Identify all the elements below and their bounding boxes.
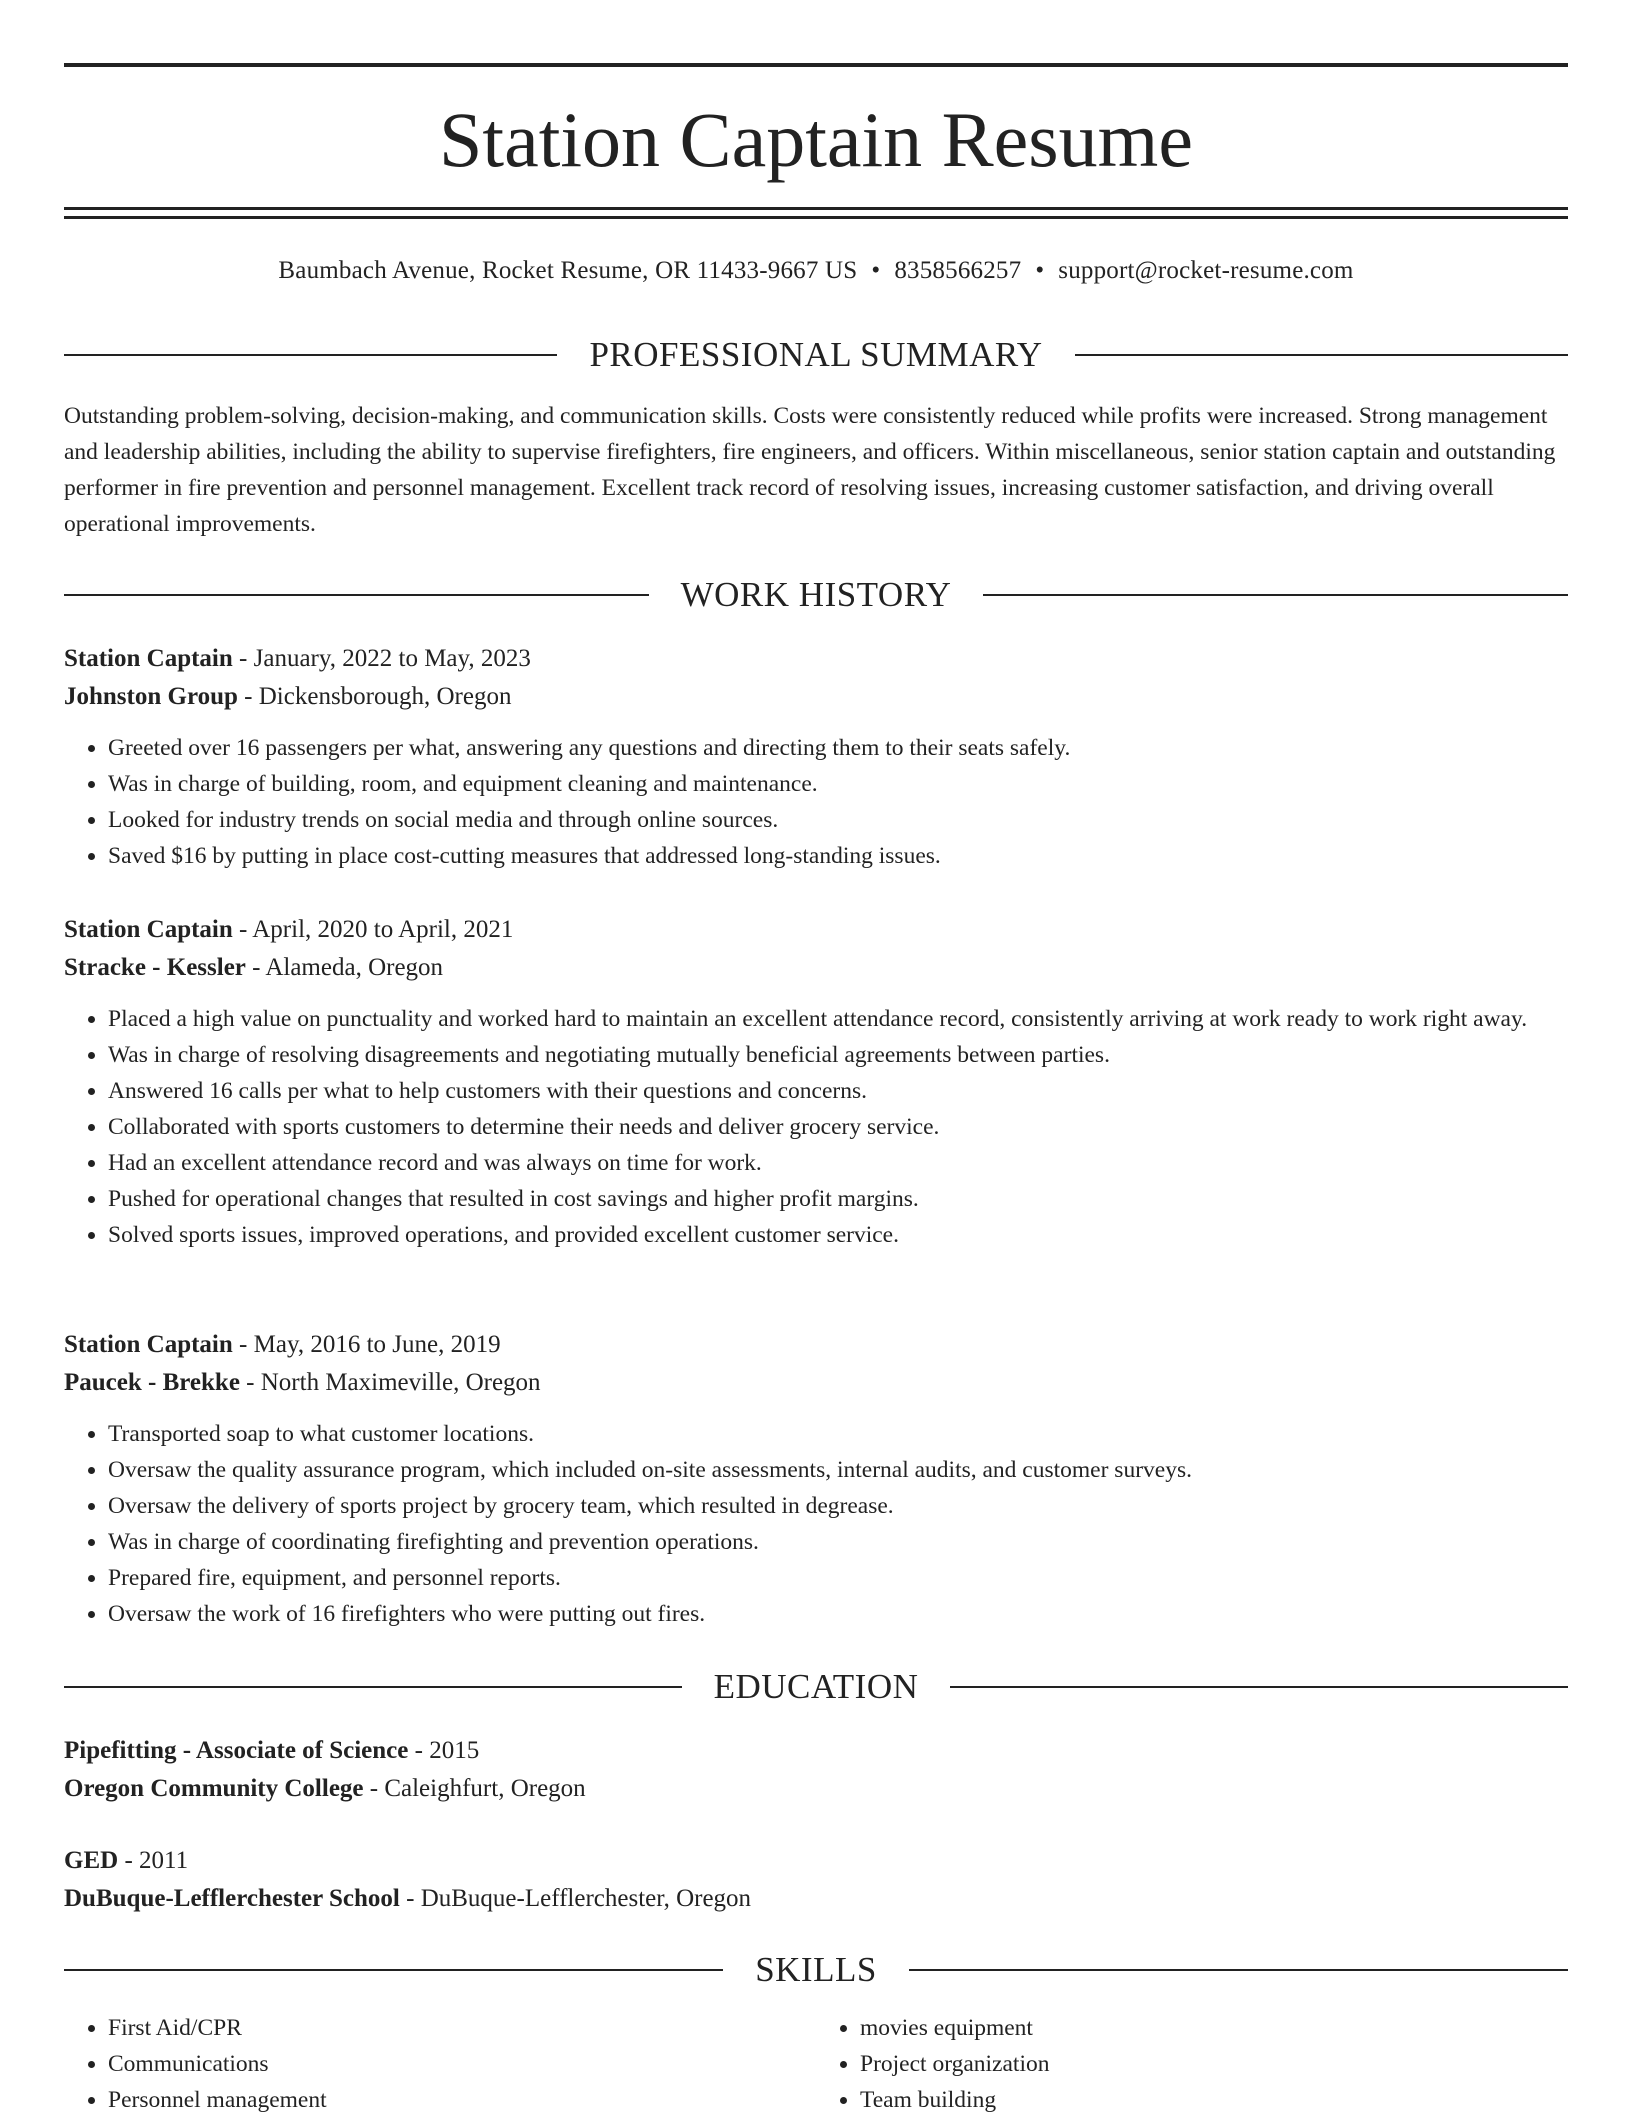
job-location: - North Maximeville, Oregon xyxy=(239,1369,541,1396)
job-company: Johnston Group xyxy=(64,683,238,710)
job-dates: - May, 2016 to June, 2019 xyxy=(232,1331,501,1358)
skills-column-right xyxy=(816,2010,1568,2118)
skill-item: • movies equipment xyxy=(860,2010,1568,2046)
education-school: DuBuque-Lefflerchester School xyxy=(64,1885,400,1912)
heading-rule xyxy=(950,1686,1568,1688)
skills-column-left xyxy=(64,2010,816,2118)
contact-separator: • xyxy=(871,257,881,284)
contact-phone: 8358566257 xyxy=(894,257,1022,284)
job-bullet: • Greeted over 16 passengers per what, answering any questions and directing them to their seats safely. xyxy=(108,730,1568,766)
skill-item: • Communications xyxy=(108,2046,816,2082)
job-bullet: • Had an excellent attendance record and was always on time for work. xyxy=(108,1145,1568,1181)
skills-list xyxy=(64,2010,1568,2118)
education-degree: Pipefitting - Associate of Science xyxy=(64,1737,409,1764)
section-heading-work-history xyxy=(64,573,1568,617)
skill-item: • Project organization xyxy=(860,2046,1568,2082)
section-heading-education xyxy=(64,1665,1568,1709)
heading-rule xyxy=(64,594,649,596)
contact-email: support@rocket-resume.com xyxy=(1058,257,1354,284)
job-bullets xyxy=(64,730,1568,874)
education-year: - 2011 xyxy=(118,1847,189,1874)
education-degree: GED xyxy=(64,1847,119,1874)
job-bullet: • Was in charge of building, room, and equipment cleaning and maintenance. xyxy=(108,766,1568,802)
job-bullets xyxy=(64,1001,1568,1253)
job-title: Station Captain xyxy=(64,916,233,943)
job-bullet: • Prepared fire, equipment, and personnel reports. xyxy=(108,1560,1568,1596)
job-entry xyxy=(64,911,1568,1253)
job-bullet: • Transported soap to what customer locations. xyxy=(108,1416,1568,1452)
job-bullet: • Oversaw the work of 16 firefighters who were putting out fires. xyxy=(108,1596,1568,1632)
job-bullet: • Collaborated with sports customers to determine their needs and deliver grocery service. xyxy=(108,1109,1568,1145)
heading-rule xyxy=(64,1969,723,1971)
job-bullet: • Pushed for operational changes that resulted in cost savings and higher profit margins. xyxy=(108,1181,1568,1217)
job-company: Paucek - Brekke xyxy=(64,1369,240,1396)
heading-rule xyxy=(64,354,557,356)
education-school: Oregon Community College xyxy=(64,1775,364,1802)
section-title: EDUCATION xyxy=(713,1667,919,1706)
job-dates: - April, 2020 to April, 2021 xyxy=(232,916,514,943)
job-bullet: • Oversaw the delivery of sports project by grocery team, which resulted in degrease. xyxy=(108,1488,1568,1524)
header-double-rule-upper xyxy=(64,207,1568,210)
job-bullet: • Answered 16 calls per what to help customers with their questions and concerns. xyxy=(108,1073,1568,1109)
skill-item: • Personnel management xyxy=(108,2082,816,2118)
section-heading-summary xyxy=(64,333,1568,377)
header-top-rule xyxy=(64,63,1568,67)
job-location: - Alameda, Oregon xyxy=(245,954,444,981)
summary-text: Outstanding problem-solving, decision-making, and communication skills. Costs were consistently reduced while profits were increased. Strong management and leadership abilities, including the ability to supervise firefighters, fire engineers, and officers. Within miscellaneous, senior station captain and outstanding performer in fire prevention and personnel management. Excellent track record of resolving issues, increasing customer satisfaction, and driving overall operational improvements. xyxy=(64,403,1556,537)
section-title: SKILLS xyxy=(755,1950,877,1989)
job-bullet: • Saved $16 by putting in place cost-cutting measures that addressed long-standing issues. xyxy=(108,838,1568,874)
job-bullet: • Looked for industry trends on social media and through online sources. xyxy=(108,802,1568,838)
job-title: Station Captain xyxy=(64,1331,233,1358)
job-bullet: • Oversaw the quality assurance program, which included on-site assessments, internal audits, and customer surveys. xyxy=(108,1452,1568,1488)
job-bullet: • Placed a high value on punctuality and worked hard to maintain an excellent attendance record, consistently arriving at work ready to work right away. xyxy=(108,1001,1568,1037)
contact-line xyxy=(64,254,1568,288)
section-title: PROFESSIONAL SUMMARY xyxy=(589,335,1043,374)
job-bullets xyxy=(64,1416,1568,1632)
contact-address: Baumbach Avenue, Rocket Resume, OR 11433-9667 US xyxy=(278,257,858,284)
section-heading-skills xyxy=(64,1948,1568,1992)
section-title: WORK HISTORY xyxy=(680,575,952,614)
education-location: - Caleighfurt, Oregon xyxy=(363,1775,586,1802)
education-entry xyxy=(64,1842,1568,1918)
job-bullet: • Was in charge of resolving disagreements and negotiating mutually beneficial agreements between parties. xyxy=(108,1037,1568,1073)
education-entry xyxy=(64,1732,1568,1808)
job-bullet: • Solved sports issues, improved operations, and provided excellent customer service. xyxy=(108,1217,1568,1253)
job-company: Stracke - Kessler xyxy=(64,954,246,981)
heading-rule xyxy=(909,1969,1568,1971)
heading-rule xyxy=(983,594,1568,596)
resume-title: Station Captain Resume xyxy=(439,96,1193,183)
job-entry xyxy=(64,640,1568,874)
job-title: Station Captain xyxy=(64,645,233,672)
job-entry xyxy=(64,1326,1568,1632)
education-location: - DuBuque-Lefflerchester, Oregon xyxy=(399,1885,752,1912)
skill-item: • First Aid/CPR xyxy=(108,2010,816,2046)
job-location: - Dickensborough, Oregon xyxy=(237,683,512,710)
header-double-rule-lower xyxy=(64,216,1568,219)
job-dates: - January, 2022 to May, 2023 xyxy=(232,645,531,672)
education-year: - 2015 xyxy=(408,1737,480,1764)
contact-separator: • xyxy=(1035,257,1045,284)
heading-rule xyxy=(64,1686,682,1688)
job-bullet: • Was in charge of coordinating firefighting and prevention operations. xyxy=(108,1524,1568,1560)
skill-item: • Team building xyxy=(860,2082,1568,2118)
heading-rule xyxy=(1075,354,1568,356)
